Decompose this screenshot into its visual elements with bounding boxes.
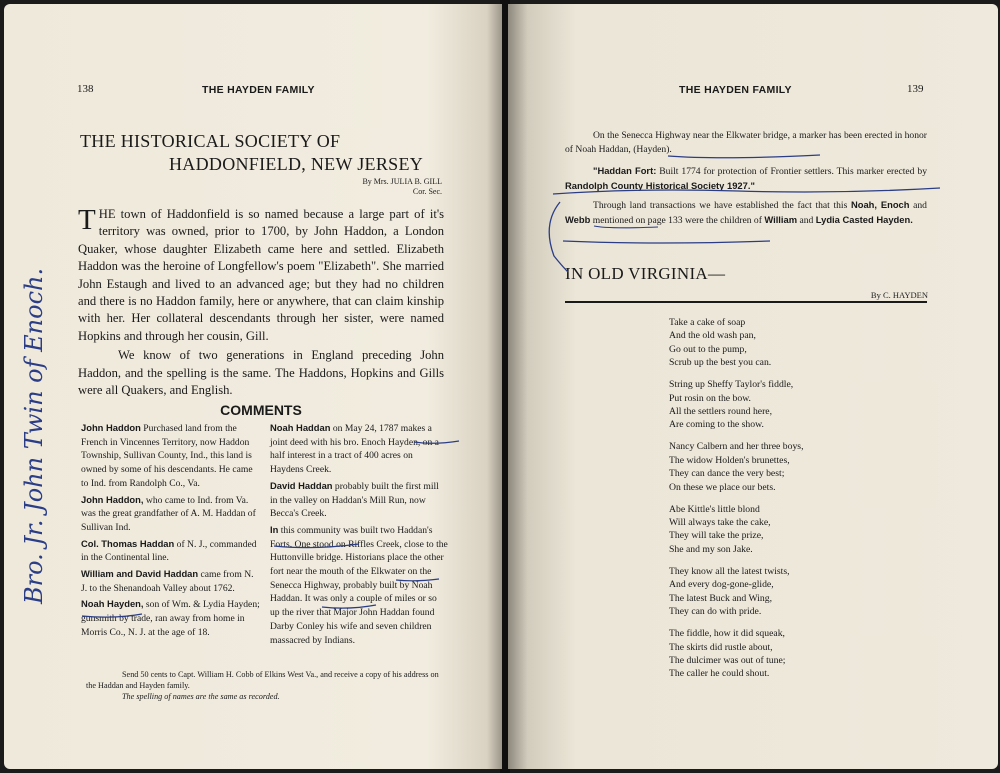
poem-stanza	[669, 565, 804, 619]
marker-text: On the Senecca Highway near the Elkwater bridge, a marker has been erected in honor of Noah Haddan, (Hayden).	[565, 130, 927, 155]
entry-text: of N. J., commanded in the Continental line.	[81, 538, 257, 564]
comment-entry	[270, 523, 448, 647]
entry-text: probably built the first mill in the valley on Haddan's Mill Run, now Becca's Creek.	[270, 480, 439, 520]
poem-line: The skirts did rustle about,	[669, 641, 773, 653]
comment-entry	[81, 493, 261, 535]
entry-text: came from N. J. to the Shenandoah Valley about 1762.	[81, 569, 254, 594]
poem-line: Scrub up the best you can.	[669, 357, 772, 369]
parent-name-lydia: Lydia Casted Hayden.	[815, 214, 913, 225]
drop-cap: T	[78, 204, 96, 236]
poem-body	[669, 316, 804, 689]
fort-label: "Haddan Fort:	[593, 165, 657, 176]
comments-column-1	[81, 421, 261, 642]
comment-entry	[81, 421, 261, 491]
child-names: Noah, Enoch	[850, 199, 910, 210]
poem-line: Will always take the cake,	[669, 517, 771, 529]
entry-name: Noah Hayden,	[81, 598, 144, 610]
poem-line: They will take the prize,	[669, 530, 764, 542]
article-title-line1: THE HISTORICAL SOCIETY OF	[80, 131, 341, 151]
poem-stanza	[669, 440, 804, 494]
margin-handwriting: Bro. Jr. John Twin of Enoch.	[20, 267, 48, 604]
poem-stanza	[669, 503, 804, 557]
poem-line: They can dance the very best;	[669, 468, 785, 480]
land-text-a: Through land transactions we have established the fact that this	[593, 200, 851, 211]
comment-entry	[81, 537, 261, 565]
marker-paragraph	[565, 129, 927, 157]
poem-stanza	[669, 378, 804, 432]
comment-entry	[81, 567, 261, 595]
haddan-fort-paragraph	[565, 164, 927, 194]
intro-paragraph-2: We know of two generations in England preceding John Haddon, and the spelling is the same. The Haddons, Hopkins and Gills were all Quakers, and English.	[78, 348, 444, 398]
poem-line: All the settlers round here,	[669, 406, 773, 418]
poem-line: The widow Holden's brunettes,	[669, 454, 790, 466]
entry-text: this community was built two Haddan's Forts. One stood on Riffles Creek, close to the Huttonville bridge. Historians place the other fort near the mouth of the Elkwater on the Senecca Highway, probably built by Noah Haddan. It was only a couple of miles or so up the river that Major John Haddan found Darby Conley his wife and seven children massacred by Indians.	[270, 524, 448, 646]
conjunction: and	[797, 215, 816, 226]
poem-line: String up Sheffy Taylor's fiddle,	[669, 379, 794, 391]
child-name-webb: Webb	[565, 214, 591, 225]
page-number-right: 139	[907, 83, 924, 95]
section-rule	[565, 301, 927, 303]
intro-text	[78, 206, 444, 399]
entry-text: on May 24, 1787 makes a joint deed with his bro. Enoch Hayden, on a half interest in a tract of 400 acres on Haydens Creek.	[270, 423, 439, 476]
page-number-left: 138	[77, 83, 94, 95]
fort-text: Built 1774 for protection of Frontier settlers. This marker erected by	[656, 166, 927, 177]
entry-name: Col. Thomas Haddan	[81, 537, 175, 549]
poem-line: Nancy Calbern and her three boys,	[669, 441, 804, 453]
entry-name: In	[270, 523, 279, 535]
poem-line: On these we place our bets.	[669, 481, 776, 493]
comment-entry	[270, 479, 448, 521]
comments-column-2	[270, 421, 448, 649]
entry-text: son of Wm. & Lydia Hayden; gunsmith by trade, ran away from home in Morris Co., N. J. at the age of 18.	[81, 599, 260, 638]
footnote-italic-note: The spelling of names are the same as recorded.	[122, 692, 280, 701]
land-text-c: mentioned on page 133 were the children of	[590, 215, 765, 226]
parent-name-william: William	[764, 214, 798, 225]
poem-line: Put rosin on the bow.	[669, 392, 751, 404]
byline-author: By Mrs. JULIA B. GILL	[362, 177, 442, 186]
footnote-text: Send 50 cents to Capt. William H. Cobb of Elkins West Va., and receive a copy of his address on the Haddan and Hayden family.	[86, 670, 439, 690]
running-head-left: THE HAYDEN FAMILY	[202, 84, 315, 96]
comment-entry	[81, 597, 261, 639]
entry-text: Purchased land from the French in Vincennes Territory, now Haddon Township, Sullivan County, Ind., this land is owned by some of his descendants. He came to Ind. from Randolph Co., Va.	[81, 423, 253, 489]
byline-role: Cor. Sec.	[412, 187, 442, 196]
poem-stanza	[669, 627, 804, 681]
poem-line: The latest Buck and Wing,	[669, 592, 773, 604]
poem-line: And the old wash pan,	[669, 330, 756, 342]
conjunction: and	[909, 200, 927, 211]
entry-name: David Haddan	[270, 479, 333, 491]
poem-line: Go out to the pump,	[669, 343, 747, 355]
article-title-line2: HADDONFIELD, NEW JERSEY	[169, 154, 424, 174]
poem-line: The caller he could shout.	[669, 668, 770, 680]
land-transactions-paragraph	[565, 198, 927, 228]
poem-line: They know all the latest twists,	[669, 565, 790, 577]
comment-entry	[270, 421, 448, 477]
poem-line: The dulcimer was out of tune;	[669, 654, 786, 666]
intro-paragraph-1-text: HE town of Haddonfield is so named because a large part of it's territory was owned, prior to 1700, by John Haddon, a London Quaker, whose daughter Elizabeth came here and settled. Elizabeth Haddon was the heroine of Longfellow's poem "Elizabeth". She married John Estaugh and lived to an advanced age; but they had no children and there is no Haddon family, here or anywhere, that can claim kinship with her. Her collateral descendants through her sister, were named Hopkins and through her cousin, Gill.	[78, 207, 444, 343]
entry-name: John Haddon,	[81, 493, 144, 505]
poem-line: Abe Kittle's little blond	[669, 503, 760, 515]
entry-text: who came to Ind. from Va. was the great grandfather of A. M. Haddan of Sullivan Ind.	[81, 494, 256, 533]
footnote	[86, 669, 448, 702]
poem-title: IN OLD VIRGINIA—	[565, 264, 726, 283]
entry-name: Noah Haddan	[270, 422, 331, 433]
society-name: Randolph County Historical Society 1927."	[565, 180, 755, 191]
entry-name: William and David Haddan	[81, 568, 199, 580]
intro-paragraph-1	[78, 206, 444, 345]
left-page	[4, 4, 502, 769]
poem-line: She and my son Jake.	[669, 543, 753, 555]
poem-line: And every dog-gone-glide,	[669, 579, 774, 591]
poem-line: Are coming to the show.	[669, 419, 764, 431]
running-head-right: THE HAYDEN FAMILY	[679, 84, 792, 96]
poem-stanza	[669, 316, 804, 370]
entry-name: John Haddon	[81, 422, 141, 433]
poem-line: They can do with pride.	[669, 606, 762, 618]
poem-byline: By C. HAYDEN	[870, 290, 928, 300]
comments-heading: COMMENTS	[220, 402, 302, 418]
poem-line: Take a cake of soap	[669, 317, 746, 328]
right-page	[508, 4, 998, 769]
poem-line: The fiddle, how it did squeak,	[669, 628, 785, 640]
article-byline	[362, 177, 442, 197]
